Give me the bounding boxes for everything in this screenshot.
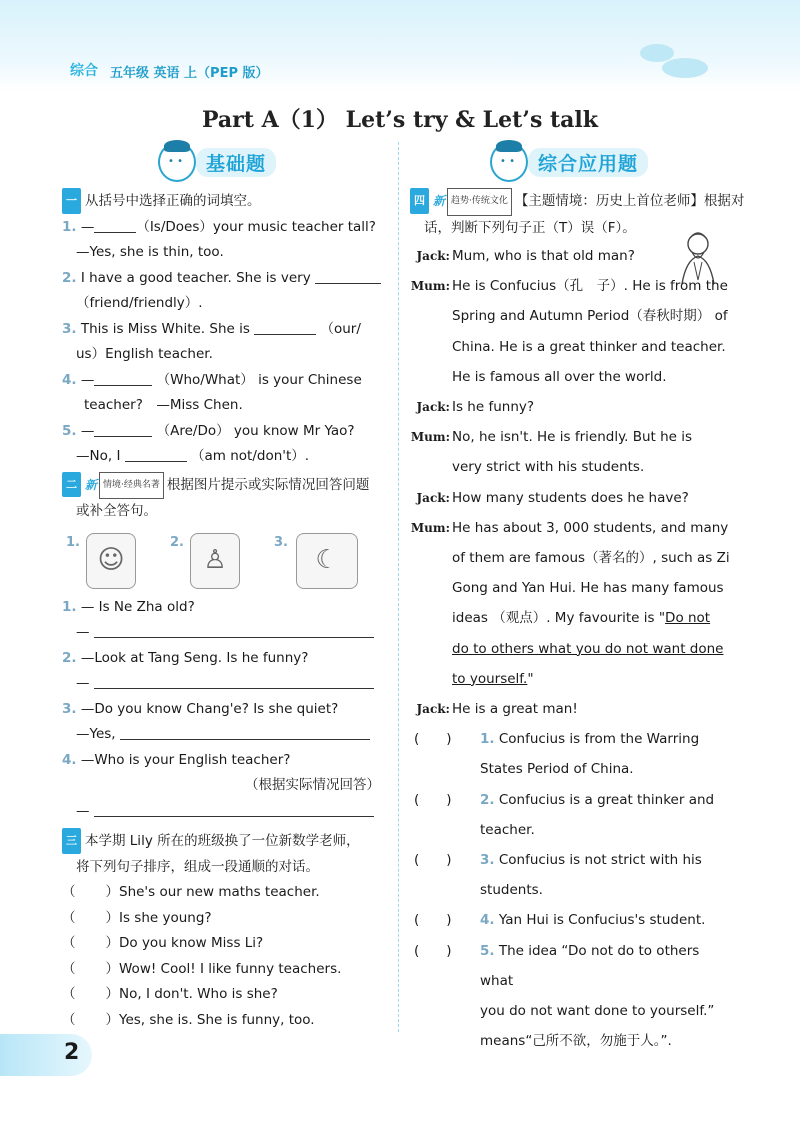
dialog-line: Jack: He is a great man! [410, 694, 732, 724]
mascot-icon [158, 142, 196, 182]
q2-answer-1: — [62, 620, 384, 646]
q2-answer-3: —Yes, [62, 722, 384, 748]
new-mark: 新 [433, 194, 446, 208]
quote-underlined: to yourself. [452, 670, 528, 687]
category-tag: 趋势·传统文化 [447, 188, 512, 216]
speaker: Jack: [416, 702, 450, 717]
q1-item-1-cont: —Yes, she is thin, too. [76, 244, 224, 260]
q1-item-5-cont: —No, I （am not/don't）. [76, 448, 310, 464]
q1-item-2-cont: （friend/friendly）. [76, 295, 203, 311]
judge-item-2: ( ) 2. Confucius is a great thinker and [410, 785, 732, 815]
question-2-items [62, 595, 384, 825]
judge-item-cont: States Period of China. [480, 761, 634, 778]
question-2-instruction-cont: 或补全答句。 [76, 503, 157, 519]
question-3-items [62, 880, 384, 1033]
speaker: Mum: [410, 430, 450, 445]
section-header-applied [410, 140, 732, 186]
cloud-decoration [662, 58, 708, 78]
section-title: 综合应用题 [528, 148, 648, 177]
q2-note: （根据实际情况回答） [245, 777, 380, 793]
question-badge: 二 [62, 472, 81, 498]
dialog-line-cont: China. He is a great thinker and teacher. [452, 338, 726, 355]
fill-blank[interactable] [94, 371, 152, 386]
question-badge: 一 [62, 188, 81, 214]
dialog-line: Jack: Is he funny? [410, 392, 732, 422]
header-logo: 综合 [70, 63, 98, 79]
question-badge: 四 [410, 188, 429, 214]
answer-line[interactable] [120, 725, 370, 740]
picture-label: 1. [66, 534, 80, 550]
fill-blank[interactable] [315, 269, 381, 284]
order-item: （ ）Yes, she is. She is funny, too. [62, 1011, 315, 1028]
judge-item-cont: students. [480, 882, 543, 899]
speaker: Mum: [410, 279, 450, 294]
left-column [62, 140, 384, 1033]
speaker: Mum: [410, 520, 450, 535]
q2-answer-4: — [62, 799, 384, 825]
picture-row [62, 531, 384, 591]
q1-item-5: 5. — （Are/Do） you know Mr Yao? [62, 422, 355, 439]
section-header-basic [62, 140, 384, 186]
dialog-line-cont [410, 634, 732, 664]
order-item: （ ）Do you know Miss Li? [62, 935, 264, 951]
speaker: Jack: [416, 490, 450, 505]
page-number-tab [0, 1034, 92, 1076]
judge-item-3: ( ) 3. Confucius is not strict with his [410, 845, 732, 875]
answer-bracket[interactable]: ( ) [414, 791, 452, 808]
quote-underlined: do to others what you do not want done [452, 640, 724, 657]
column-divider [398, 142, 399, 1032]
q2-item-2: 2. —Look at Tang Seng. Is he funny? [62, 649, 309, 666]
tang-seng-picture-icon: ♙ [190, 533, 240, 589]
q2-item-3: 3. —Do you know Chang'e? Is she quiet? [62, 700, 339, 717]
q2-item-4: 4. —Who is your English teacher? [62, 751, 291, 768]
dialog-line: Mum: He has about 3, 000 students, and many [410, 513, 732, 543]
answer-line[interactable] [94, 802, 374, 817]
category-tag: 情境·经典名著 [99, 472, 164, 500]
dialog [410, 241, 732, 724]
order-item: （ ）Wow! Cool! I like funny teachers. [62, 960, 342, 977]
q1-item-3: 3. This is Miss White. She is （our/ [62, 320, 361, 337]
answer-bracket[interactable]: ( ) [414, 731, 452, 748]
dialog-line: Mum: He is Confucius（孔 子）. He is from the [410, 271, 732, 301]
page-number: 2 [64, 1040, 80, 1065]
answer-bracket[interactable]: ( ) [414, 912, 452, 929]
ne-zha-picture-icon: ☺ [86, 533, 136, 589]
cloud-decoration [640, 44, 674, 62]
judge-item-cont: you do not want done to yourself.” [480, 1003, 715, 1020]
order-blank[interactable] [76, 961, 106, 975]
order-blank[interactable] [76, 935, 106, 949]
q1-item-2: 2. I have a good teacher. She is very [62, 266, 384, 292]
question-4-instruction-cont: 话，判断下列句子正（T）误（F）。 [424, 219, 636, 236]
question-2-instruction: 二 新 情境·经典名著 根据图片提示或实际情况回答问题 [62, 472, 384, 500]
judge-items [410, 724, 732, 1056]
judge-item-cont: teacher. [480, 821, 535, 838]
q2-answer-2: — [62, 671, 384, 697]
picture-label: 3. [274, 534, 288, 550]
question-3-instruction: 三 本学期 Lily 所在的班级换了一位新数学老师， [62, 828, 384, 855]
page-title: Part A（1） Let’s try & Let’s talk [201, 107, 599, 133]
dialog-line: Jack: How many students does he have? [410, 483, 732, 513]
answer-bracket[interactable]: ( ) [414, 852, 452, 869]
speaker: Jack: [416, 249, 450, 263]
judge-item-1: ( ) 1. Confucius is from the Warring [410, 724, 732, 754]
dialog-line-cont: ideas （观点）. My favourite is "Do not [452, 610, 711, 627]
order-blank[interactable] [76, 986, 106, 1000]
q1-item-3-cont: us）English teacher. [76, 346, 213, 362]
judge-item-4: ( ) 4. Yan Hui is Confucius's student. [410, 905, 732, 935]
dialog-line: Jack: Mum, who is that old man? [410, 241, 732, 271]
header-book-title: 五年级 英语 上（PEP 版） [110, 66, 269, 81]
fill-blank[interactable] [94, 422, 152, 437]
order-blank[interactable] [76, 910, 106, 924]
picture-label: 2. [170, 534, 184, 550]
right-column [410, 140, 745, 1056]
change-picture-icon: ☾ [296, 533, 358, 589]
answer-line[interactable] [94, 674, 374, 689]
order-blank[interactable] [76, 1012, 106, 1026]
new-mark: 新 [85, 477, 98, 492]
answer-bracket[interactable]: ( ) [414, 942, 452, 959]
dialog-line-cont: He is famous all over the world. [452, 368, 667, 385]
order-item: （ ）She's our new maths teacher. [62, 884, 320, 900]
dialog-line-cont: Gong and Yan Hui. He has many famous [452, 580, 724, 597]
question-3-instruction-cont: 将下列句子排序，组成一段通顺的对话。 [76, 858, 319, 875]
fill-blank[interactable] [125, 447, 187, 462]
dialog-line-cont: of them are famous（著名的）, such as Zi [452, 550, 730, 567]
speaker: Jack: [416, 400, 450, 415]
dialog-line: Mum: No, he isn't. He is friendly. But he is [410, 422, 732, 452]
fill-blank[interactable] [254, 320, 316, 335]
judge-item-cont: means“己所不欲，勿施于人。”. [480, 1033, 672, 1050]
q1-item-4-cont: teacher? —Miss Chen. [84, 397, 243, 413]
dialog-line-cont: Spring and Autumn Period（春秋时期） of [452, 308, 728, 325]
order-item: （ ）Is she young? [62, 909, 212, 926]
dialog-line-cont: to yourself." [452, 670, 534, 687]
dialog-line-cont: very strict with his students. [452, 459, 645, 476]
judge-item-5: ( ) 5. The idea “Do not do to others what [410, 936, 732, 996]
order-item: （ ）No, I don't. Who is she? [62, 986, 278, 1002]
question-1-instruction: 一 从括号中选择正确的词填空。 [62, 188, 384, 215]
section-title: 基础题 [196, 148, 276, 177]
fill-blank[interactable] [94, 218, 136, 233]
order-blank[interactable] [76, 884, 106, 898]
q1-item-1: 1. — （Is/Does）your music teacher tall? [62, 218, 376, 235]
q2-item-1: 1. — Is Ne Zha old? [62, 598, 195, 615]
quote-underlined: Do not [665, 610, 711, 627]
mascot-icon [490, 142, 528, 182]
question-4-instruction: 四 新 趋势·传统文化 【主题情境：历史上首位老师】根据对 [410, 188, 732, 216]
answer-line[interactable] [94, 623, 374, 638]
question-1-items [62, 215, 384, 470]
question-badge: 三 [62, 828, 81, 854]
q1-item-4: 4. — （Who/What） is your Chinese [62, 371, 362, 388]
